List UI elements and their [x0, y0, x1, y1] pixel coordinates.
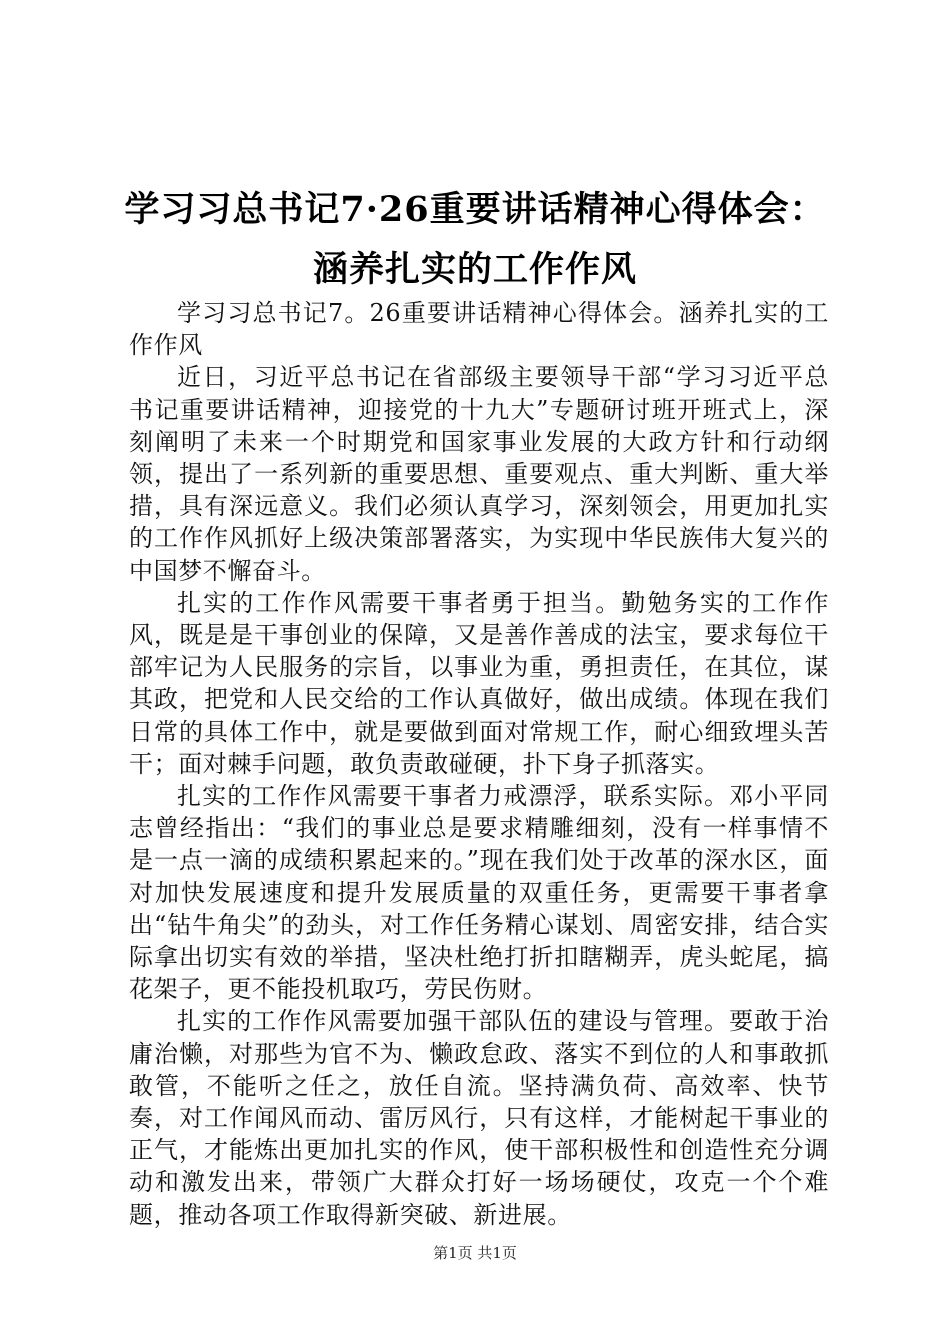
document-body — [129, 297, 829, 1231]
paragraph-3: 扎实的工作作风需要干事者勇于担当。勤勉务实的工作作风，既是是干事创业的保障，又是善作善成的法宝，要求每位干部牢记为人民服务的宗旨，以事业为重，勇担责任，在其位，谋其政，把党和人民交给的工作认真做好，做出成绩。体现在我们日常的具体工作中，就是要做到面对常规工作，耐心细致埋头苦干；面对棘手问题，敢负责敢碰硬，扑下身子抓落实。 — [129, 588, 829, 778]
paragraph-5: 扎实的工作作风需要加强干部队伍的建设与管理。要敢于治庸治懒，对那些为官不为、懒政怠政、落实不到位的人和事敢抓敢管，不能听之任之，放任自流。坚持满负荷、高效率、快节奏，对工作闻风而动、雷厉风行，只有这样，才能树起干事业的正气，才能炼出更加扎实的作风，使干部积极性和创造性充分调动和激发出来，带领广大群众打好一场场硬仗，攻克一个个难题，推动各项工作取得新突破、新进展。 — [129, 1007, 829, 1229]
paragraph-1: 学习习总书记7。26重要讲话精神心得体会。涵养扎实的工作作风 — [129, 299, 829, 360]
page-footer: 第1页 共1页 — [433, 1244, 517, 1262]
document-title-line-1: 学习习总书记7·26重要讲话精神心得体会： — [124, 189, 826, 230]
paragraph-4: 扎实的工作作风需要干事者力戒漂浮，联系实际。邓小平同志曾经指出：“我们的事业总是要求精雕细刻，没有一样事情不是一点一滴的成绩积累起来的。”现在我们处于改革的深水区，面对加快发展速度和提升发展质量的双重任务，更需要干事者拿出“钻牛角尖”的劲头，对工作任务精心谋划、周密安排，结合实际拿出切实有效的举措，坚决杜绝打折扣瞎糊弄，虎头蛇尾，搞花架子，更不能投机取巧，劳民伤财。 — [129, 782, 829, 1004]
paragraph-2: 近日，习近平总书记在省部级主要领导干部“学习习近平总书记重要讲话精神，迎接党的十九大”专题研讨班开班式上，深刻阐明了未来一个时期党和国家事业发展的大政方针和行动纲领，提出了一系列新的重要思想、重要观点、重大判断、重大举措，具有深远意义。我们必须认真学习，深刻领会，用更加扎实的工作作风抓好上级决策部署落实，为实现中华民族伟大复兴的中国梦不懈奋斗。 — [129, 363, 829, 585]
document-title-line-2: 涵养扎实的工作作风 — [312, 249, 637, 290]
